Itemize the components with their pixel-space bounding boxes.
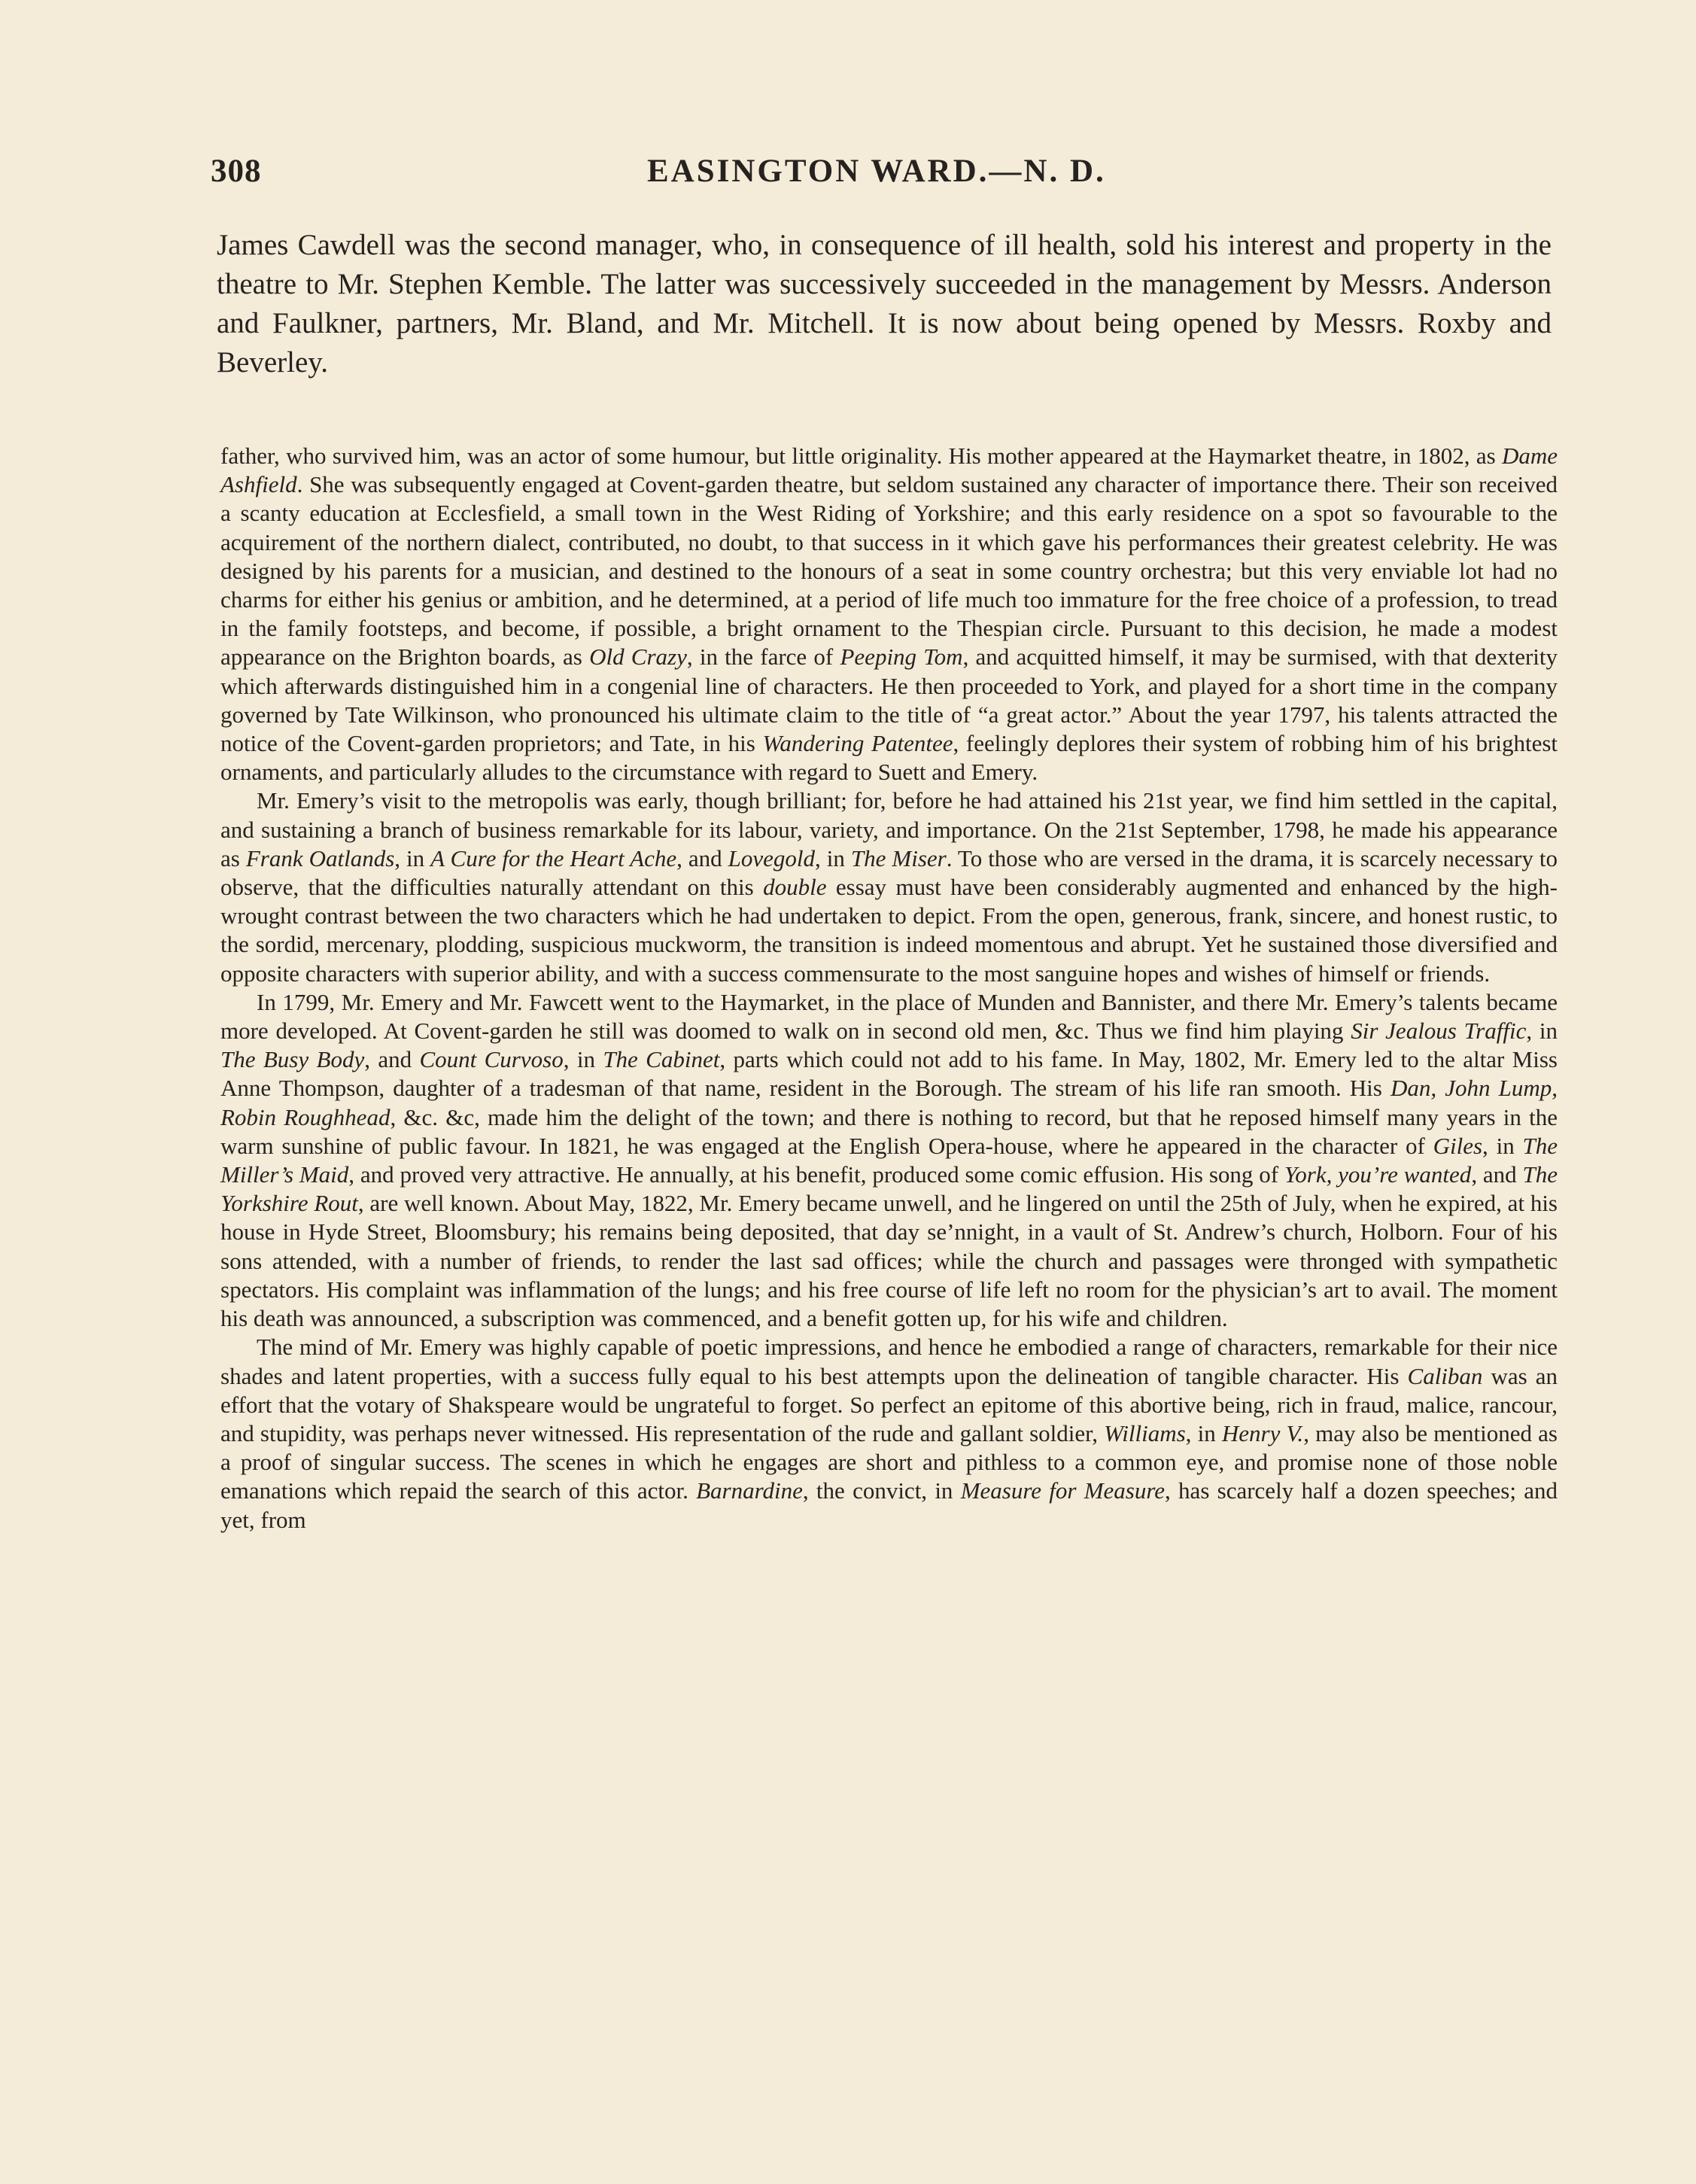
running-head: EASINGTON WARD.—N. D. [647,154,1106,189]
body-text [220,442,1558,1535]
paragraph-haymarket: In 1799, Mr. Emery and Mr. Fawcett went to the Haymarket, in the place of Munden and Bannister, and there Mr. Emery’s talents became more developed. At Covent-garden he still was doomed to walk on in second old men, &c. Thus we find him playing Sir Jealous Traffic, in The Busy Body, and Count Curvoso, in The Cabinet, parts which could not add to his fame. In May, 1802, Mr. Emery led to the altar Miss Anne Thompson, daughter of a tradesman of that name, resident in the Borough. The stream of his life ran smooth. His Dan, John Lump, Robin Roughhead, &c. &c, made him the delight of the town; and there is nothing to record, but that he reposed himself many years in the warm sunshine of public favour. In 1821, he was engaged at the English Opera-house, where he appeared in the character of Giles, in The Miller’s Maid, and proved very attractive. He annually, at his benefit, produced some comic effusion. His song of York, you’re wanted, and The Yorkshire Rout, are well known. About May, 1822, Mr. Emery became unwell, and he lingered on until the 25th of July, when he expired, at his house in Hyde Street, Bloomsbury; his remains being deposited, that day se’nnight, in a vault of St. Andrew’s church, Holborn. Four of his sons attended, with a number of friends, to render the last sad offices; while the church and passages were thronged with sympathetic spectators. His complaint was inflammation of the lungs; and his free course of life left no room for the physician’s art to avail. The moment his death was announced, a subscription was commenced, and a benefit gotten up, for his wife and children. [220,988,1558,1332]
paragraph-mind: The mind of Mr. Emery was highly capable of poetic impressions, and hence he embodied a range of characters, remarkable for their nice shades and latent properties, with a success fully equal to his best attempts upon the delineation of tangible character. His Caliban was an effort that the votary of Shakspeare would be ungrateful to forget. So perfect an epitome of this abortive being, rich in fraud, malice, rancour, and stupidity, was perhaps never witnessed. His representation of the rude and gallant soldier, Williams, in Henry V., may also be mentioned as a proof of singular success. The scenes in which he engages are short and pithless to a common eye, and promise none of those noble emanations which repaid the search of this actor. Barnardine, the convict, in Measure for Measure, has scarcely half a dozen speeches; and yet, from [220,1334,1558,1533]
page-number: 308 [211,154,262,189]
intro-paragraph: James Cawdell was the second manager, who, in consequence of ill health, sold his interest and property in the theatre to Mr. Stephen Kemble. The latter was successively succeeded in the management by Messrs. Anderson and Faulkner, partners, Mr. Bland, and Mr. Mitchell. It is now about being opened by Messrs. Roxby and Beverley. [217,229,1552,379]
paragraph-father: father, who survived him, was an actor of some humour, but little originality. His mother appeared at the Haymarket theatre, in 1802, as Dame Ashfield. She was subsequently engaged at Covent-garden theatre, but seldom sustained any character of importance there. Their son received a scanty education at Ecclesfield, a small town in the West Riding of Yorkshire; and this early residence on a spot so favourable to the acquirement of the northern dialect, contributed, no doubt, to that success in it which gave his performances their greatest celebrity. He was designed by his parents for a musician, and destined to the honours of a seat in some country orchestra; but this very enviable lot had no charms for either his genius or ambition, and he determined, at a period of life much too immature for the free choice of a profession, to tread in the family footsteps, and become, if possible, a bright ornament to the Thespian circle. Pursuant to this decision, he made a modest appearance on the Brighton boards, as Old Crazy, in the farce of Peeping Tom, and acquitted himself, it may be surmised, with that dexterity which afterwards distinguished him in a congenial line of characters. He then proceeded to York, and played for a short time in the company governed by Tate Wilkinson, who pronounced his ultimate claim to the title of “a great actor.” About the year 1797, his talents attracted the notice of the Covent-garden proprietors; and Tate, in his Wandering Patentee, feelingly deplores their system of robbing him of his brightest ornaments, and particularly alludes to the circumstance with regard to Suett and Emery. [220,443,1558,786]
paragraph-metropolis: Mr. Emery’s visit to the metropolis was early, though brilliant; for, before he had attained his 21st year, we find him settled in the capital, and sustaining a branch of business remarkable for its labour, variety, and importance. On the 21st September, 1798, he made his appearance as Frank Oatlands, in A Cure for the Heart Ache, and Lovegold, in The Miser. To those who are versed in the drama, it is scarcely necessary to observe, that the difficulties naturally attendant on this double essay must have been considerably augmented and enhanced by the high-wrought contrast between the two characters which he had undertaken to depict. From the open, generous, frank, sincere, and honest rustic, to the sordid, mercenary, plodding, suspicious muckworm, the transition is indeed momentous and abrupt. Yet he sustained those diversified and opposite characters with superior ability, and with a success commensurate to the most sanguine hopes and wishes of himself or friends. [220,787,1558,987]
